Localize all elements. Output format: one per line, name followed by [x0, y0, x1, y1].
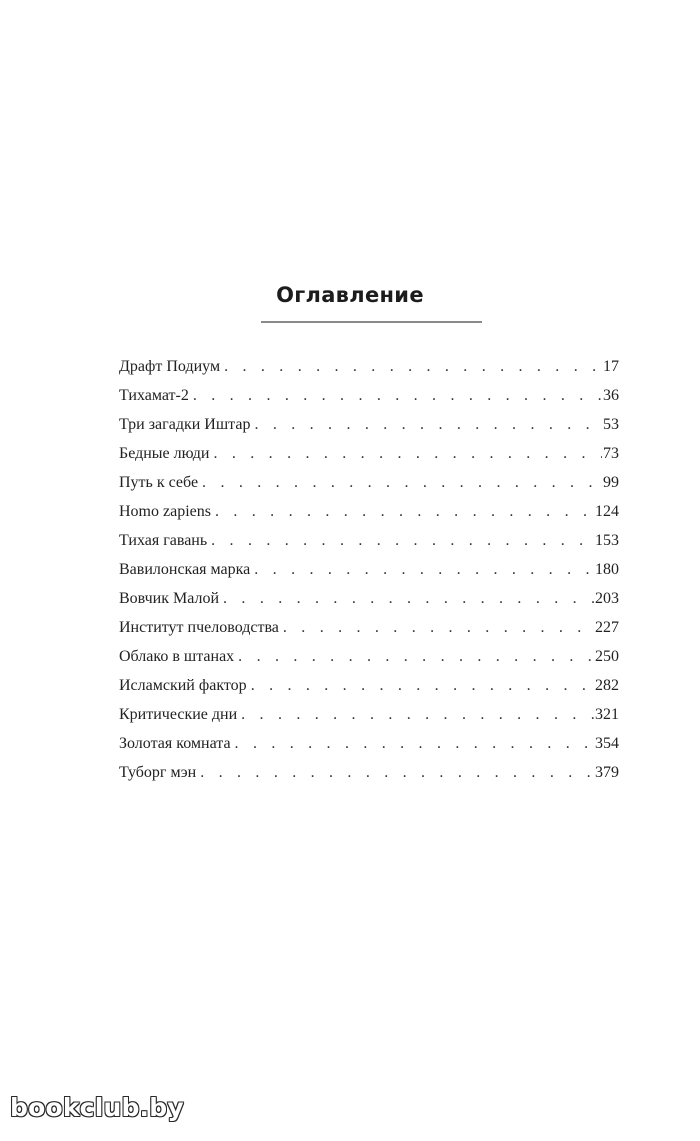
toc-entry [119, 613, 619, 642]
toc-entry [119, 555, 619, 584]
site-watermark: bookclub.by [10, 1093, 184, 1122]
toc-entry-page: 36 [603, 387, 619, 404]
title-underline [261, 321, 482, 323]
toc-entry [119, 497, 619, 526]
toc-entry-title: Три загадки Иштар [119, 416, 251, 433]
toc-entry-title: Вавилонская марка [119, 561, 251, 578]
dot-leader [254, 555, 594, 584]
toc-entry [119, 758, 619, 787]
toc-entry [119, 410, 619, 439]
toc-entry [119, 381, 619, 410]
toc-entry [119, 352, 619, 381]
dot-leader [224, 352, 602, 381]
dot-leader [235, 729, 594, 758]
toc-entry-title: Исламский фактор [119, 677, 247, 694]
toc-entry-page: 17 [603, 358, 619, 375]
toc-entry [119, 526, 619, 555]
dot-leader [213, 439, 602, 468]
toc-entry-page: 282 [595, 677, 619, 694]
toc-entry-title: Облако в штанах [119, 648, 235, 665]
toc-entry-title: Тихамат-2 [119, 387, 189, 404]
toc-entry [119, 700, 619, 729]
toc-entry [119, 468, 619, 497]
toc-entry-page: 379 [595, 764, 619, 781]
dot-leader [193, 381, 602, 410]
toc-entry-title: Homo zapiens [119, 503, 211, 520]
page-title: Оглавление [276, 283, 424, 307]
toc-entry-title: Вовчик Малой [119, 590, 220, 607]
dot-leader [241, 700, 594, 729]
dot-leader [283, 613, 594, 642]
toc-entry-page: 124 [595, 503, 619, 520]
toc-entry-title: Тихая гавань [119, 532, 208, 549]
dot-leader [215, 497, 594, 526]
toc-entry-page: 99 [603, 474, 619, 491]
dot-leader [200, 758, 594, 787]
toc-entry-title: Институт пчеловодства [119, 619, 279, 636]
toc-entry [119, 642, 619, 671]
dot-leader [238, 642, 594, 671]
toc-entry-page: 203 [595, 590, 619, 607]
toc-entry-title: Золотая комната [119, 735, 231, 752]
toc-entry [119, 729, 619, 758]
toc-entry-page: 53 [603, 416, 619, 433]
toc-entry-page: 227 [595, 619, 619, 636]
toc-entry-page: 180 [595, 561, 619, 578]
dot-leader [202, 468, 602, 497]
toc-entry-page: 73 [603, 445, 619, 462]
toc-entry [119, 439, 619, 468]
toc-entry-title: Туборг мэн [119, 764, 197, 781]
toc-entry-title: Драфт Подиум [119, 358, 221, 375]
toc-entry-title: Путь к себе [119, 474, 199, 491]
dot-leader [251, 671, 594, 700]
toc-entry-page: 153 [595, 532, 619, 549]
toc-entry [119, 671, 619, 700]
toc-entry-page: 321 [595, 706, 619, 723]
dot-leader [223, 584, 594, 613]
dot-leader [211, 526, 594, 555]
toc-entry-page: 250 [595, 648, 619, 665]
toc-entry-page: 354 [595, 735, 619, 752]
toc-entry-title: Критические дни [119, 706, 238, 723]
dot-leader [254, 410, 602, 439]
toc-entry [119, 584, 619, 613]
table-of-contents [119, 352, 619, 787]
toc-entry-title: Бедные люди [119, 445, 210, 462]
